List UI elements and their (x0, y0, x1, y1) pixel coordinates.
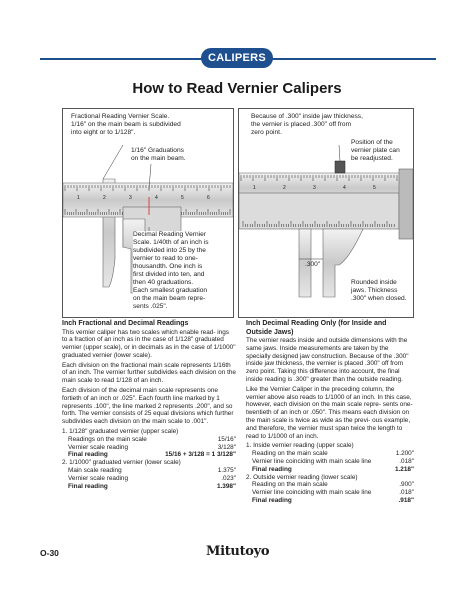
label-line: thousandth. One inch is (133, 263, 203, 270)
label-line: vernier plate can (351, 147, 400, 154)
caption-line: into eight or to 1/128". (71, 129, 136, 136)
scale-number: 2 (283, 185, 286, 191)
row-value: .918" (398, 496, 414, 504)
caption-inside-jaw (251, 113, 401, 137)
label-line: on the main beam repre- (133, 295, 206, 302)
example-row (246, 466, 414, 474)
example-row (62, 483, 236, 491)
row-value: 1.218" (394, 465, 414, 473)
row-value: .018" (399, 489, 414, 497)
example-2-title: 2. Outside vernier reading (lower scale) (246, 473, 358, 481)
row-label: Readings on the main scale (68, 435, 147, 443)
row-value: 15/16 + 3/128 = 1 3/128" (165, 451, 236, 459)
scale-number: 4 (343, 185, 346, 191)
caption-line: 1/16" on the main beam is subdivided (71, 121, 181, 128)
label-line: jaws. Thickness (351, 287, 398, 294)
scale-number: 4 (155, 195, 158, 201)
row-label: Final reading (252, 465, 292, 473)
label-line: on the main beam. (131, 155, 186, 162)
scale-number: 1 (253, 185, 256, 191)
label-line: vernier to read to one- (133, 255, 198, 262)
right-heading: Inch Decimal Reading Only (for Inside and Outside Jaws) (246, 320, 387, 336)
row-value: 3/128" (217, 443, 236, 451)
example-1-title: 1. 1/128" graduated vernier (upper scale) (62, 428, 179, 436)
row-label: Reading on the main scale (252, 450, 328, 458)
example-row (62, 436, 236, 444)
example-2-title: 2. 1/1000" graduated vernier (lower scale) (62, 459, 181, 467)
caption-line: zero point. (251, 129, 282, 136)
scale-number: 6 (207, 195, 210, 201)
example-row (246, 481, 414, 489)
example-row (246, 450, 414, 458)
example-row (246, 458, 414, 466)
row-value: 1.375" (217, 467, 236, 475)
row-value: .023" (221, 474, 236, 482)
caption-line: Fractional Reading Vernier Scale. (71, 113, 170, 120)
label-line: be readjusted. (351, 155, 393, 162)
label-line: 1/16" Graduations (131, 147, 184, 154)
figure-fractional-caliper (62, 108, 234, 318)
page-title: How to Read Vernier Calipers (132, 80, 342, 97)
label-line: sents .025". (133, 303, 168, 310)
label-line: Scale. 1/40th of an inch is (133, 239, 209, 246)
paragraph: Each division of the decimal main scale represents one fortieth of an inch or .025". Each fourth line marked by 1 represents .100", the line marked 2 represents .200", and so forth. The vernier consists of 25 equal divisions which further subdivides each division on the main scale to .001". (62, 387, 234, 426)
label-300: .300" (305, 261, 321, 268)
row-label: Final reading (252, 496, 292, 504)
caption-line: Because of .300" inside jaw thickness, (251, 113, 363, 120)
figure-inside-outside-caliper (238, 108, 414, 318)
label-vernier-position (351, 139, 400, 163)
paragraph: Each division on the fractional main scale represents 1/16th of an inch. The vernier further subdivides each division on the main scale to read 1/128 of an inch. (62, 361, 236, 385)
label-line: Each smallest graduation (133, 287, 208, 294)
row-value: 15/16" (217, 435, 236, 443)
scale-number: 2 (103, 195, 106, 201)
label-rounded-jaws (351, 279, 407, 303)
label-line: Rounded inside (351, 279, 397, 286)
row-value: .018" (399, 457, 414, 465)
label-decimal-vernier (133, 231, 209, 311)
row-label: Vernier scale reading (68, 474, 129, 482)
label-line: .300" when closed. (351, 295, 407, 302)
example-row (62, 451, 236, 459)
label-line: subdivided into 25 by the (133, 247, 206, 254)
row-label: Main scale reading (68, 467, 122, 475)
example-row (62, 467, 236, 475)
label-line: first divided into ten, and (133, 271, 205, 278)
scale-number: 3 (313, 185, 316, 191)
section-badge: CALIPERS (201, 48, 273, 68)
scale-number: 5 (181, 195, 184, 201)
paragraph: The vernier reads inside and outside dimensions with the same jaws. Inside measurements are taken by the specially designed jaw construction. Because of the .300" inside jaw thickness, the vernier is placed .300" off from zero point. Taking this difference into account, the final inside reading is .300" greater than the outside reading. (246, 337, 409, 383)
row-value: .900" (399, 481, 414, 489)
paragraph: Like the Vernier Caliper in the preceding column, the vernier above also reads to 1/1000 of an inch. In this case, however, each division on the main scale repre- sents one-twentieth of an inch or .050". This means each division on the main scale is twice as wide as the previ- ous example, and therefore, the vernier must span twice the length to read to 1/1000 of an inch. (246, 385, 413, 440)
right-column (246, 320, 414, 505)
row-label: Reading on the main scale (252, 481, 328, 489)
example-row (246, 497, 414, 505)
example-row (62, 444, 236, 452)
row-value: 1.200" (395, 450, 414, 458)
left-column (62, 320, 236, 490)
paragraph: This vernier caliper has two scales which enable read- ings to a fraction of an inch as in the case of 1/128" graduated vernier (upper scale), or in decimals as in the case of 1/1000" graduated vernier (lower scale). (62, 328, 236, 359)
brand-logo: Mitutoyo (206, 544, 270, 559)
label-line: then 40 graduations. (133, 279, 194, 286)
row-label: Final reading (68, 482, 108, 490)
caption-fractional (71, 113, 211, 137)
row-label: Vernier line coinciding with main scale line (252, 489, 372, 497)
example-1-title: 1. Inside vernier reading (upper scale) (246, 442, 354, 450)
row-label: Vernier line coinciding with main scale line (252, 457, 372, 465)
caption-line: the vernier is placed .300" off from (251, 121, 352, 128)
scale-number: 3 (129, 195, 132, 201)
example-row (246, 489, 414, 497)
left-heading: Inch Fractional and Decimal Readings (62, 320, 189, 327)
label-line: Position of the (351, 139, 393, 146)
row-label: Final reading (68, 451, 108, 459)
row-value: 1.398" (216, 482, 236, 490)
label-line: Decimal Reading Vernier (133, 231, 206, 238)
label-graduations (131, 147, 186, 163)
page-number: O-30 (40, 548, 59, 558)
example-row (62, 475, 236, 483)
scale-number: 1 (77, 195, 80, 201)
scale-number: 5 (373, 185, 376, 191)
row-label: Vernier scale reading (68, 443, 129, 451)
